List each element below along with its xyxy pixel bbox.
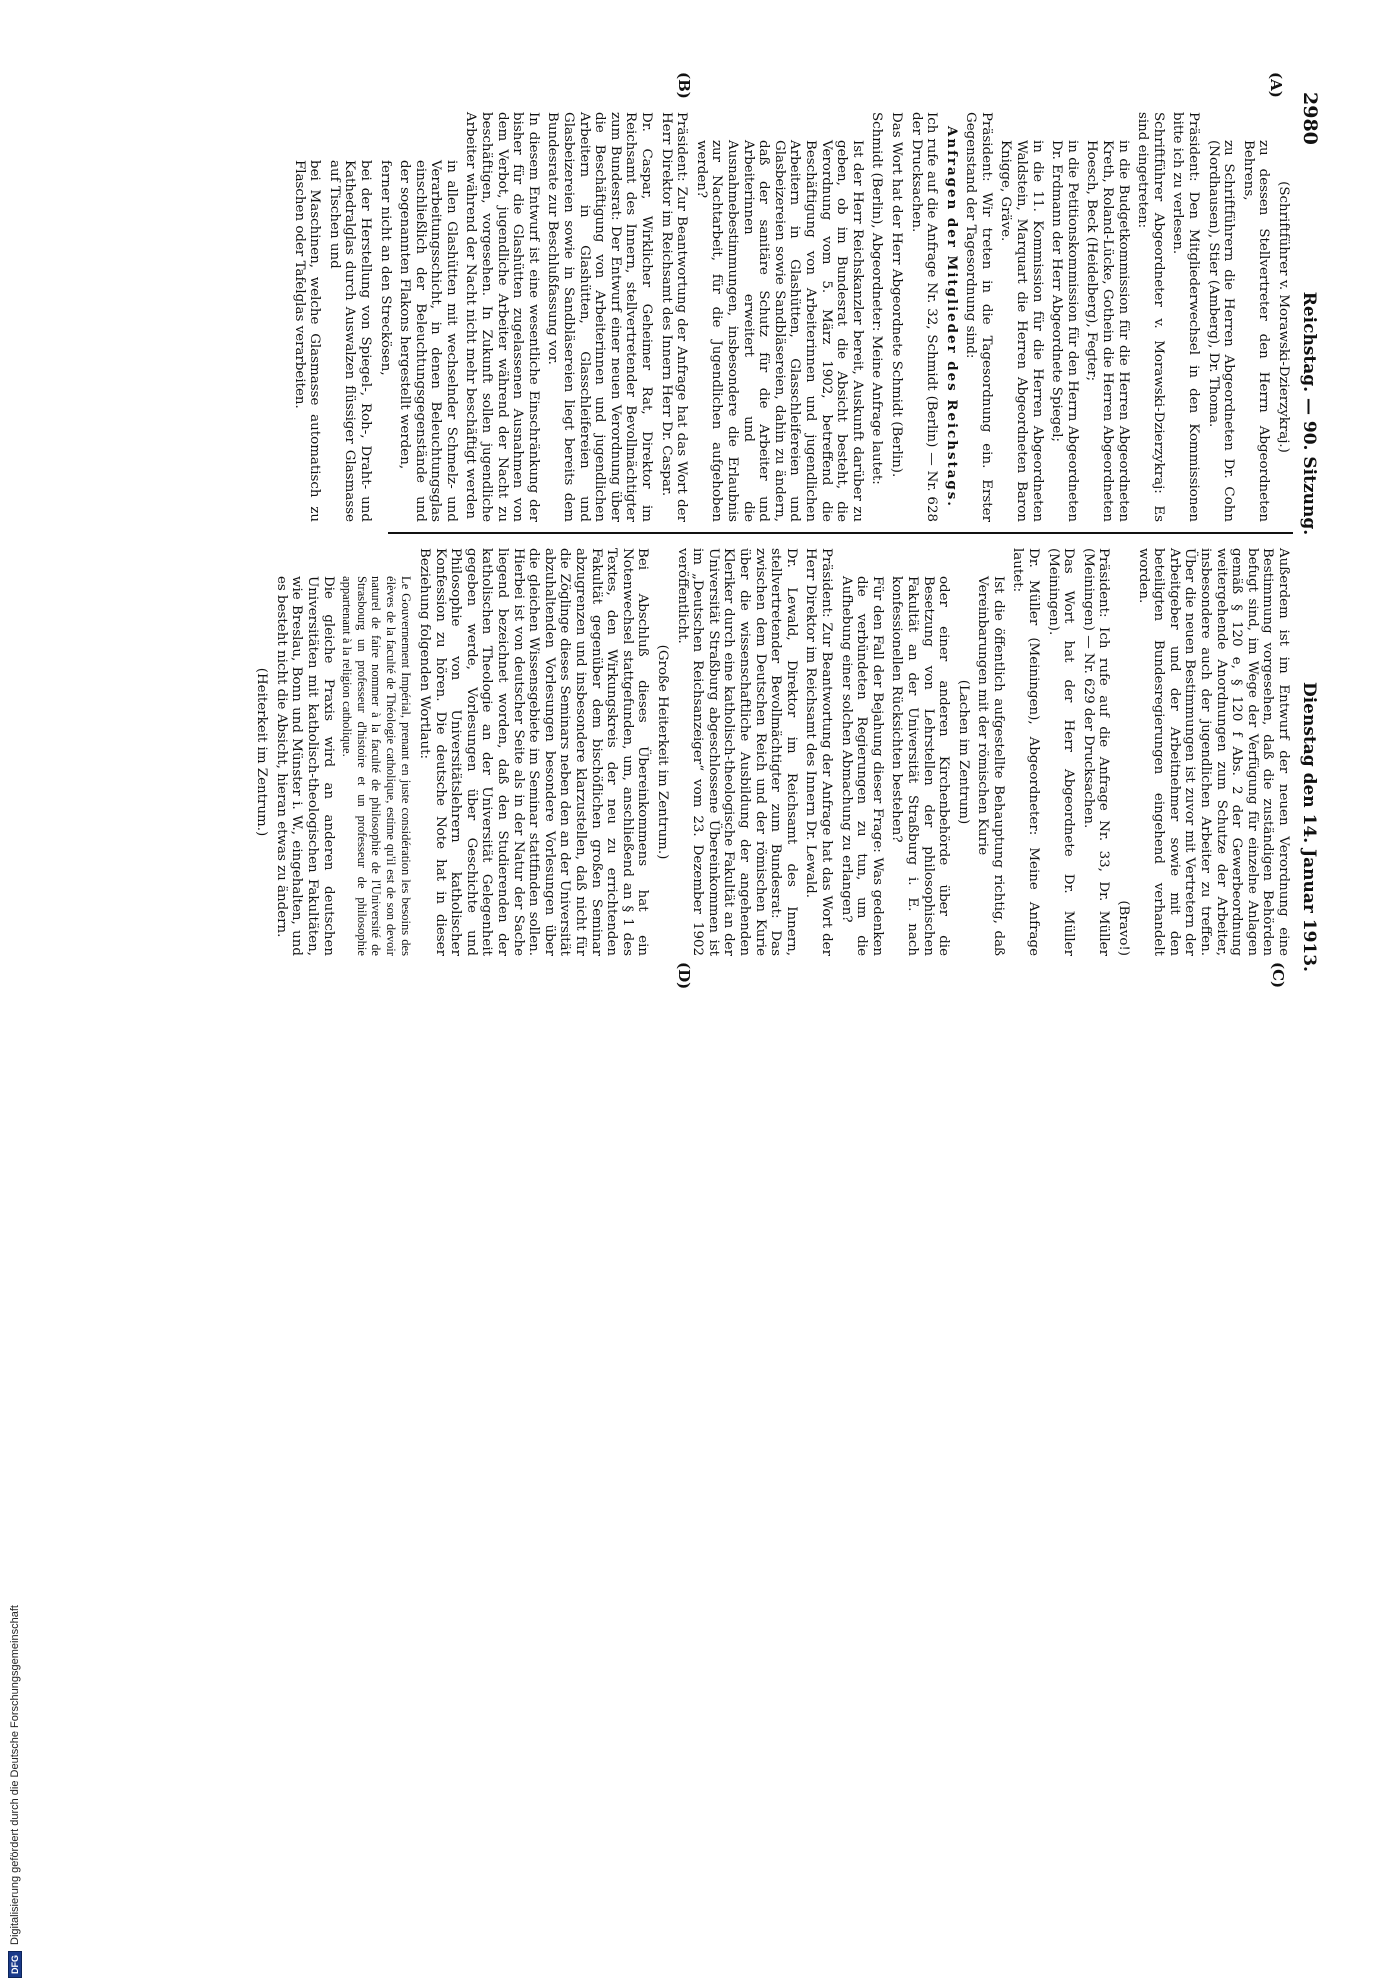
paragraph: In diesem Entwurf ist eine wesentliche Einschränkung der bisher für die Glashütten zugelassenen Ausnahmen von dem Verbot, jugendliche Arbeiter während der Nacht zu beschäftigen, vorgesehen. In Zukunft sollen jugendliche Arbeiter während der Nacht nicht mehr beschäftigt werden [463,112,541,522]
quoted-question: Ist die öffentlich aufgestellte Behauptung richtig, daß Vereinbarungen mit der römischen Kurie [975,576,1006,956]
paragraph: Schriftführer Abgeordneter v. Morawski-Dzierzykraj: Es sind eingetreten: [1135,112,1166,522]
paragraph: Präsident: Den Mitgliederwechsel in den Kommissionen bitte ich zu verlesen. [1170,112,1202,522]
paragraph: Dr. Caspar, Wirklicher Geheimer Rat, Direktor im Reichsamt des Innern, stellvertretender Bevollmächtigter zum Bundesrat: Der Entwurf einer neuen Verordnung über die Beschäftigung von Arbeiterinnen und jugendlichen Arbeitern in Glashütten, Glasschleifereien und Glasbeizereien sowie in Sandbläsereien liegt bereits dem Bundesrate zur Beschlußfassung vor. [545,112,655,522]
dfg-logo: DFG [8,1951,22,1978]
interjection: (Heiterkeit im Zentrum.) [254,667,270,837]
funding-notice: Digitalisierung gefördert durch die Deutsche Forschungsgemeinschaft [9,1605,21,1945]
paragraph: Das Wort hat der Herr Abgeordnete Dr. Müller (Meiningen). [1045,548,1077,956]
paragraph: Außerdem ist im Entwurf der neuen Verordnung eine Bestimmung vorgesehen, daß die zuständigen Behörden befugt sind, im Wege der Verfügung für einzelne Anlagen gemäß § 120 e, § 120 f Abs. 2 der Gewerbeordnung weitergehende Anordnungen zum Schutze der Arbeiter, insbesondere auch der jugendlichen Arbeiter zu treffen. Über die neuen Bestimmungen ist zuvor mit Vertretern der Arbeitgeber und der Arbeitnehmer sowie mit den beteiligten Bundesregierungen eingehend verhandelt worden. [1135,548,1291,956]
paragraph: Präsident: Zur Beantwortung der Anfrage hat das Wort der Herr Direktor im Reichsamt des Innern Dr. Lewald. [803,548,834,956]
paragraph: Die gleiche Praxis wird an anderen deutschen Universitäten mit katholisch-theologischen Fakultäten, wie Breslau, Bonn und Münster i. W., eingehalten, und es besteht nicht die Absicht, hieran etwas zu ändern. [273,576,336,956]
quoted-question: oder einer anderen Kirchenbehörde über die Besetzung von Lehrstellen der philosophischen Fakultät an der Universität Straßburg i. E. nach konfessionellen Rücksichten bestehen? [889,576,952,956]
list-item: ferner nicht an den Streckösen, [377,160,393,376]
quoted-question: Ist der Herr Reichskanzler bereit, Auskunft darüber zu geben, ob im Bundesrat die Absicht besteht, die Verordnung vom 5. März 1902, betreffend die Beschäftigung von Arbeiterinnen und jugendlichen Arbeitern in Glashütten, Glasschleifereien und Glasbeizereien sowie Sandbläsereien, dahin zu ändern, daß der sanitäre Schutz für die Arbeiter und Arbeiterinnen erweitert und die Ausnahmebestimmungen, insbesondere die Erlaubnis zur Nachtarbeit, für die Jugendlichen aufgehoben werden? [693,140,865,522]
margin-mark-c: (C) [1269,962,1287,989]
paragraph: Bei Abschluß dieses Übereinkommens hat ein Notenwechsel stattgefunden, um, anschließend an § 1 des Textes, den Wirkungskreis der neu zu errichtenden Fakultät gegenüber dem bischöflichen großen Seminar abzugrenzen und insbesondere klarzustellen, daß nicht für die Zöglinge dieses Seminars neben den an der Universität abzuhaltenden Vorlesungen besondere Vorlesungen über die gleichen Wissensgebiete im Seminar stattfinden sollen. Hierbei ist von deutscher Seite als in der Natur der Sache liegend bezeichnet worden, daß den Studierenden der katholischen Theologie an der Universität Gelegenheit gegeben werde, Vorlesungen über Geschichte und Philosophie von Universitätslehrern katholischer Konfession zu hören. Die deutsche Note hat in dieser Beziehung folgenden Wortlaut: [417,548,651,956]
page-header [1297,92,1321,972]
paragraph: zu dessen Stellvertreter den Herrn Abgeordneten Behrens, [1240,140,1272,522]
paragraph: in die Budgetkommission für die Herren Abgeordneten Kreth, Roland-Lücke, Gothein die Herren Abgeordneten Hoesch, Beck (Heidelberg), Fegter; [1084,140,1131,522]
paragraph: Präsident: Wir treten in die Tagesordnung ein. Erster Gegenstand der Tagesordnung sind: [963,112,994,522]
quoted-question: Für den Fall der Bejahung dieser Frage: Was gedenken die verbündeten Regierungen zu tun, um die Aufhebung einer solchen Abmachung zu erlangen? [838,576,885,956]
paragraph: Ich rufe auf die Anfrage Nr. 32, Schmidt (Berlin) — Nr. 628 der Drucksachen. [908,112,940,522]
paragraph: Präsident: Zur Beantwortung der Anfrage hat das Wort der Herr Direktor im Reichsamt des Innern Herr Dr. Caspar. [658,112,690,522]
paragraph: Das Wort hat der Herr Abgeordnete Schmidt (Berlin). [888,112,904,478]
interjection: (Bravo!) [1116,900,1132,956]
margin-mark-a: (A) [1267,72,1285,98]
list-item: bei der Herstellung von Spiegel-, Roh-, Draht- und Kathedralglas durch Auswalzen flüssiger Glasmasse auf Tischen und [326,160,373,522]
paragraph: in die 11. Kommission für die Herren Abgeordneten Waldstein, Marquart die Herren Abgeordneten Baron Knigge, Gräve. [998,140,1045,522]
french-quotation: Le Gouvernement Impérial, prenant en juste considération les besoins des élèves de la faculté de Théologie catholique, estime qu'il est de son devoir naturel de faire nommer à la faculté de philosophie de l'Université de Strasbourg un professeur d'histoire et un professeur de philosophie appartenant à la religion catholique. [340,576,413,956]
paragraph: Dr. Lewald, Direktor im Reichsamt des Innern, stellvertretender Bevollmächtigter zum Bundesrat: Das zwischen dem Deutschen Reich und der römischen Kurie über die wissenschaftliche Ausbildung der angehenden Kleriker durch eine katholisch-theologische Fakultät an der Universität Straßburg abgeschlossene Übereinkommen ist im „Deutschen Reichsanzeiger“ vom 23. Dezember 1902 veröffentlicht. [674,548,799,956]
paragraph: (Schriftführer v. Morawski-Dzierzykraj.) [1276,181,1291,453]
page-number: 2980 [1299,92,1321,145]
section-heading: Anfragen der Mitglieder des Reichstags. [943,126,960,508]
paragraph: in die Petitionskommission für den Herrn Abgeordneten Dr. Erdmann der Herr Abgeordnete Spiegel; [1049,140,1080,522]
session-date: Dienstag den 14. Januar 1913. [1299,681,1319,972]
list-item: in allen Glashütten mit wechselnder Schmelz- und Verarbeitungsschicht, in denen Beleuchtungsglas einschließlich der Beleuchtungsgegenstände und der sogenannten Flakons hergestellt werden, [397,160,459,522]
list-item: bei Maschinen, welche Glasmasse automatisch zu Flaschen oder Tafelglas verarbeiten. [291,160,323,522]
interjection: (Große Heiterkeit im Zentrum.) [655,644,671,860]
digitization-footer [0,978,1383,1974]
margin-mark-d: (D) [675,962,693,990]
interjection: (Lachen im Zentrum) [955,679,971,825]
column-divider [388,532,1293,534]
session-title: Reichstag. — 90. Sitzung. [1299,291,1319,536]
left-column [287,112,1291,522]
paragraph: zu Schriftführern die Herren Abgeordneten Dr. Cohn (Nordhausen), Stier (Amberg), Dr. Thoma. [1205,140,1237,522]
right-column [250,548,1291,956]
paragraph: Präsident: Ich rufe auf die Anfrage Nr. 33, Dr. Müller (Meiningen) — Nr. 629 der Drucksachen. [1080,548,1112,956]
paragraph: Dr. Müller (Meiningen), Abgeordneter: Meine Anfrage lautet: [1010,548,1042,956]
paragraph: Schmidt (Berlin), Abgeordneter: Meine Anfrage lautet: [869,112,885,485]
margin-mark-b: (B) [675,72,693,99]
